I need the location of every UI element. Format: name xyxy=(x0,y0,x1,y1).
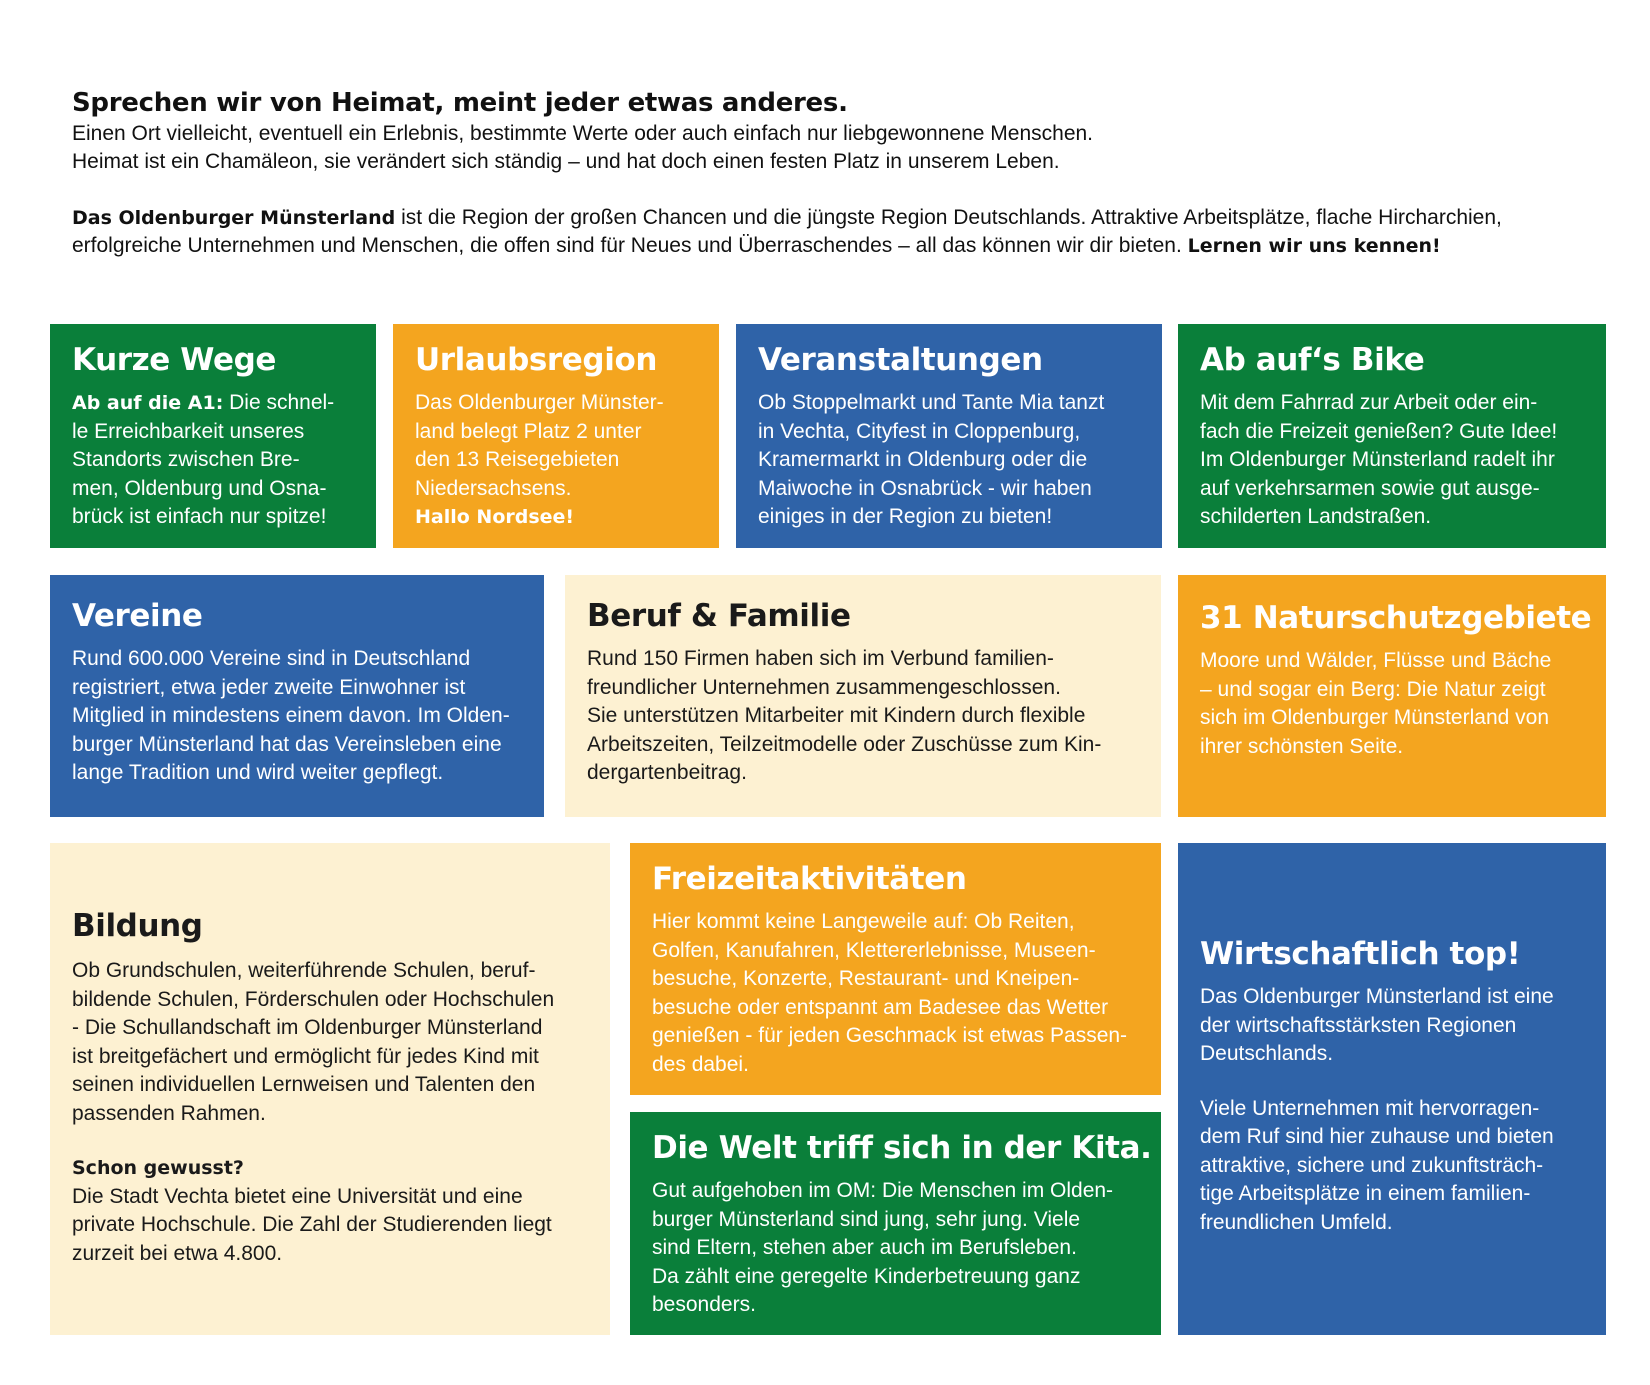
tile-text: besuche oder entspannt am Badesee das Wetter xyxy=(652,995,1109,1019)
tile-text: Mitglied in mindestens einem davon. Im Olden- xyxy=(72,704,510,727)
tile-text: - Die Schullandschaft im Oldenburger Münsterland xyxy=(72,1016,543,1039)
tile-text: burger Münsterland sind jung, sehr jung. Viele xyxy=(652,1207,1081,1231)
tile-kurze-wege xyxy=(50,324,376,548)
tile-text: den 13 Reisegebieten xyxy=(415,448,620,471)
tile-text: burger Münsterland hat das Vereinsleben eine xyxy=(72,732,502,756)
tile-text: Rund 150 Firmen haben sich im Verbund familien- xyxy=(587,647,1054,670)
tile-urlaubsregion xyxy=(393,324,719,548)
tile-text: sind Eltern, stehen aber auch im Berufsleben. xyxy=(652,1236,1077,1259)
tile-text: Standorts zwischen Bre- xyxy=(72,448,300,471)
region-name: Das Oldenburger Münsterland xyxy=(72,207,396,229)
tile-text: Rund 600.000 Vereine sind in Deutschland xyxy=(72,647,471,670)
tile-text: private Hochschule. Die Zahl der Studierenden liegt xyxy=(72,1213,552,1236)
tile-text: genießen - für jeden Geschmack ist etwas Passen- xyxy=(652,1024,1128,1047)
tile-text: Das Oldenburger Münsterland ist eine xyxy=(1200,985,1554,1008)
tile-title: Ab auf‘s Bike xyxy=(1200,342,1425,378)
tile-text: Da zählt eine geregelte Kinderbetreuung ganz xyxy=(652,1264,1081,1288)
tile-text: freundlicher Unternehmen zusammengeschlossen. xyxy=(587,675,1061,699)
tile-text: Die Stadt Vechta bietet eine Universität und eine xyxy=(72,1184,523,1208)
intro-p2-text: ist die Region der großen Chancen und die jüngste Region Deutschlands. Attraktive Arbeitsplätze, flache Hircharchien, xyxy=(395,206,1502,229)
intro-line-2: Heimat ist ein Chamäleon, sie verändert sich ständig – und hat doch einen festen Platz in unserem Leben. xyxy=(72,150,1060,173)
tile-text: freundlichen Umfeld. xyxy=(1200,1210,1393,1234)
highlight: Hallo Nordsee! xyxy=(415,506,575,528)
tile-text: land belegt Platz 2 unter xyxy=(415,419,642,443)
tile-title: Urlaubsregion xyxy=(415,342,658,378)
tile-text: bildende Schulen, Förderschulen oder Hochschulen xyxy=(72,987,555,1011)
tile-text: Im Oldenburger Münsterland radelt ihr xyxy=(1200,448,1555,471)
intro-cta: Lernen wir uns kennen! xyxy=(1187,235,1441,257)
intro-p2-line2: erfolgreiche Unternehmen und Menschen, die offen sind für Neues und Überraschendes – all das können wir dir bieten. xyxy=(72,234,1188,257)
tile-text: fach die Freizeit genießen? Gute Idee! xyxy=(1200,419,1558,443)
tile-text: des dabei. xyxy=(652,1052,749,1076)
intro-line-1: Einen Ort vielleicht, eventuell ein Erlebnis, bestimmte Werte oder auch einfach nur liebgewonnene Menschen. xyxy=(72,122,1094,145)
tile-beruf-familie xyxy=(565,575,1161,817)
tile-title: Die Welt triff sich in der Kita. xyxy=(652,1130,1152,1166)
tile-text: passenden Rahmen. xyxy=(72,1101,266,1125)
tile-naturschutzgebiete xyxy=(1178,575,1606,817)
tile-text: Maiwoche in Osnabrück - wir haben xyxy=(758,476,1092,500)
tile-text: ist breitgefächert und ermöglicht für jedes Kind mit xyxy=(72,1044,539,1068)
tile-text: zurzeit bei etwa 4.800. xyxy=(72,1241,283,1265)
tile-text: sich im Oldenburger Münsterland von xyxy=(1200,706,1550,729)
tile-text: Das Oldenburger Münster- xyxy=(415,391,664,414)
tile-text: besonders. xyxy=(652,1293,756,1316)
tile-text: lange Tradition und wird weiter gepflegt. xyxy=(72,761,444,784)
tile-title: Kurze Wege xyxy=(72,342,277,378)
tile-text: Arbeitszeiten, Teilzeitmodelle oder Zuschüsse zum Kin- xyxy=(587,732,1102,756)
tile-title: Beruf & Familie xyxy=(587,598,851,634)
tile-text: dergartenbeitrag. xyxy=(587,761,747,784)
intro-paragraph-2 xyxy=(72,204,1572,232)
tile-text: Kramermarkt in Oldenburg oder die xyxy=(758,448,1088,471)
tile-text: Gut aufgehoben im OM: Die Menschen im Olden- xyxy=(652,1179,1114,1202)
tile-text: schilderten Landstraßen. xyxy=(1200,505,1432,528)
tile-text: – und sogar ein Berg: Die Natur zeigt xyxy=(1200,677,1546,701)
tile-title: Wirtschaftlich top! xyxy=(1200,936,1521,972)
tile-text: besuche, Konzerte, Restaurant- und Kneipen- xyxy=(652,967,1080,990)
tile-text: registriert, etwa jeder zweite Einwohner ist xyxy=(72,675,466,699)
tile-freizeitaktivitaeten xyxy=(630,843,1161,1095)
tile-text: Niedersachsens. xyxy=(415,476,572,500)
tile-title: 31 Naturschutzgebiete xyxy=(1200,600,1592,636)
tile-text: Mit dem Fahrrad zur Arbeit oder ein- xyxy=(1200,391,1538,414)
tile-text: brück ist einfach nur spitze! xyxy=(72,505,327,528)
intro-title: Sprechen wir von Heimat, meint jeder etwas anderes. xyxy=(72,88,848,118)
tile-text: Deutschlands. xyxy=(1200,1042,1334,1065)
tile-bildung xyxy=(50,843,610,1335)
tile-text: in Vechta, Cityfest in Cloppenburg, xyxy=(758,419,1081,443)
tile-text: einiges in der Region zu bieten! xyxy=(758,505,1053,528)
highlight: Schon gewusst? xyxy=(72,1157,244,1179)
tile-text: Viele Unternehmen mit hervorragen- xyxy=(1200,1096,1540,1120)
tile-bike xyxy=(1178,324,1606,548)
tile-text: Ob Stoppelmarkt und Tante Mia tanzt xyxy=(758,391,1105,414)
tile-text: Ab auf die A1: Die schnel- xyxy=(72,391,335,414)
tile-kita xyxy=(630,1112,1161,1335)
tile-text: Sie unterstützen Mitarbeiter mit Kindern durch flexible xyxy=(587,704,1086,727)
tile-text: Golfen, Kanufahren, Klettererlebnisse, Museen- xyxy=(652,938,1096,962)
tile-title: Bildung xyxy=(72,908,203,944)
tile-wirtschaftlich xyxy=(1178,843,1606,1335)
tile-text: le Erreichbarkeit unseres xyxy=(72,419,305,443)
intro xyxy=(72,86,1572,260)
tile-title: Vereine xyxy=(72,598,203,634)
tile-text: ihrer schönsten Seite. xyxy=(1200,734,1404,758)
tile-title: Veranstaltungen xyxy=(758,342,1043,378)
tile-text: der wirtschaftsstärksten Regionen xyxy=(1200,1013,1517,1037)
tile-text: attraktive, sichere und zukunftsträch- xyxy=(1200,1153,1544,1177)
tile-text: dem Ruf sind hier zuhause und bieten xyxy=(1200,1125,1554,1148)
tile-text: men, Oldenburg und Osna- xyxy=(72,476,327,500)
highlight: Ab auf die A1: xyxy=(72,392,224,414)
tile-text: Ob Grundschulen, weiterführende Schulen, beruf- xyxy=(72,959,536,982)
tile-text: tige Arbeitsplätze in einem familien- xyxy=(1200,1182,1531,1205)
tile-text: seinen individuellen Lernweisen und Talenten den xyxy=(72,1073,536,1096)
tile-vereine xyxy=(50,575,544,817)
tile-veranstaltungen xyxy=(736,324,1162,548)
tile-title: Freizeitaktivitäten xyxy=(652,861,967,897)
tile-text: Hier kommt keine Langeweile auf: Ob Reiten, xyxy=(652,910,1075,933)
tile-text: auf verkehrsarmen sowie gut ausge- xyxy=(1200,476,1540,500)
tile-text: Moore und Wälder, Flüsse und Bäche xyxy=(1200,649,1552,672)
intro-paragraph-2-cont xyxy=(72,232,1572,260)
